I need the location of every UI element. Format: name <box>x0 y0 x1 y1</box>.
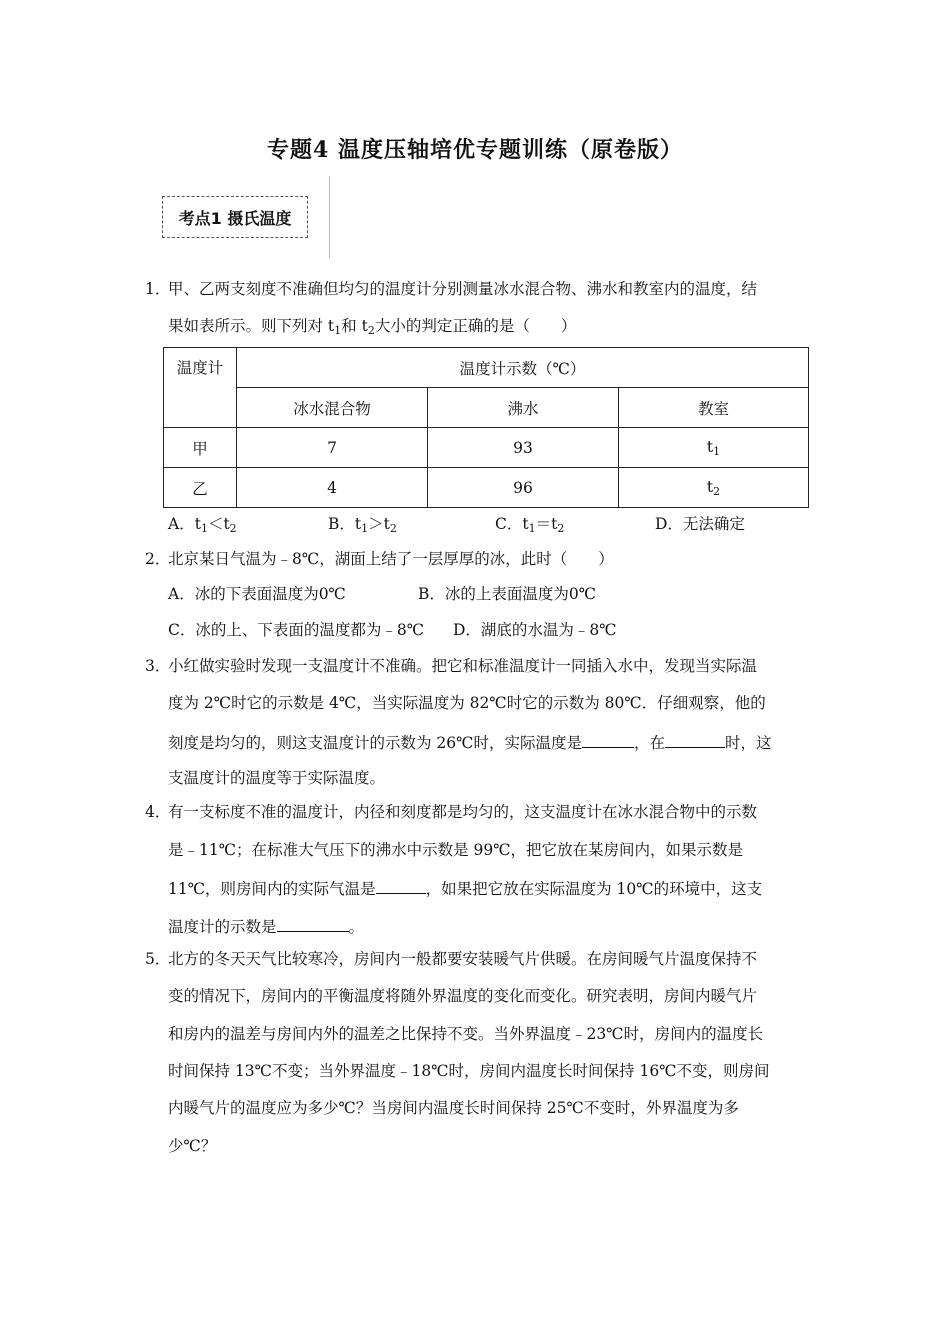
table-subhead-room: 教室 <box>619 388 809 428</box>
table-cell: 96 <box>428 468 619 508</box>
q3-line4: 支温度计的温度等于实际温度。 <box>168 769 386 787</box>
q1-number: 1． <box>145 280 171 298</box>
q1-option-b: B．$t_1>t_2$ <box>328 515 397 535</box>
table-subhead-boil: 沸水 <box>428 388 619 428</box>
q1-option-d: D．无法确定 <box>655 515 745 533</box>
table-cell: 乙 <box>164 468 237 508</box>
q5-number: 5． <box>145 950 171 968</box>
q2-option-a: A．冰的下表面温度为0℃ <box>168 585 346 603</box>
page-title: 专题4 温度压轴培优专题训练（原卷版） <box>267 137 683 163</box>
table-subhead-ice: 冰水混合物 <box>237 388 428 428</box>
q5-line5: 内暖气片的温度应为多少℃？当房间内温度长时间保持 25℃不变时，外界温度为多 <box>168 1099 739 1117</box>
table-cell: $t_2$ <box>619 468 809 508</box>
table-row <box>164 428 809 468</box>
q4-line2: 是﹣11℃；在标准大气压下的沸水中示数是 99℃，把它放在某房间内，如果示数是 <box>168 841 744 859</box>
q1-line1: 甲、乙两支刻度不准确但均匀的温度计分别测量冰水混合物、沸水和教室内的温度，结 <box>168 280 758 298</box>
q2-number: 2． <box>145 550 171 568</box>
table-row <box>164 468 809 508</box>
table-cell: 7 <box>237 428 428 468</box>
q5-line3: 和房内的温差与房间内外的温差之比保持不变。当外界温度﹣23℃时，房间内的温度长 <box>168 1025 764 1043</box>
table-cell: 4 <box>237 468 428 508</box>
q3-line3: 刻度是均匀的，则这支温度计的示数为 26℃时，实际温度是 ，在 时，这 <box>168 731 772 753</box>
q1-option-a: A．$t_1<t_2$ <box>168 515 237 535</box>
q4-line1: 有一支标度不准的温度计，内径和刻度都是均匀的，这支温度计在冰水混合物中的示数 <box>168 803 758 821</box>
q5-line6: 少℃？ <box>168 1137 217 1155</box>
answer-blank[interactable] <box>665 731 725 748</box>
table-head-reading: 温度计示数（℃） <box>237 348 809 388</box>
section-label <box>162 196 308 238</box>
q1-line2: 果如表所示。则下列对 $t_1$和 $t_2$大小的判定正确的是（ ） <box>168 317 577 337</box>
table-head-thermometer: 温度计 <box>164 348 237 428</box>
answer-blank[interactable] <box>376 877 426 894</box>
q4-line4: 温度计的示数是 。 <box>168 915 364 937</box>
table-cell: $t_1$ <box>619 428 809 468</box>
answer-blank[interactable] <box>582 731 634 748</box>
section-text: 考点1 摄氏温度 <box>178 208 292 228</box>
q5-line4: 时间保持 13℃不变；当外界温度﹣18℃时，房间内温度长时间保持 16℃不变，则房间 <box>168 1062 770 1080</box>
q2-option-b: B．冰的上表面温度为0℃ <box>418 585 597 603</box>
q3-number: 3． <box>145 657 171 675</box>
q4-number: 4． <box>145 803 171 821</box>
q3-line2: 度为 2℃时它的示数是 4℃，当实际温度为 82℃时它的示数为 80℃．仔细观察，他的 <box>168 694 766 712</box>
q1-option-c: C．$t_1=t_2$ <box>495 515 565 535</box>
q5-line1: 北方的冬天天气比较寒冷，房间内一般都要安装暖气片供暖。在房间暖气片温度保持不 <box>168 950 758 968</box>
answer-blank[interactable] <box>277 915 349 932</box>
q4-line3: 11℃，则房间内的实际气温是 ，如果把它放在实际温度为 10℃的环境中，这支 <box>168 877 762 899</box>
q3-line1: 小红做实验时发现一支温度计不准确。把它和标准温度计一同插入水中，发现当实际温 <box>168 657 758 675</box>
q2-stem: 北京某日气温为﹣8℃，湖面上结了一层厚厚的冰，此时（ ） <box>168 550 614 568</box>
q5-line2: 变的情况下，房间内的平衡温度将随外界温度的变化而变化。研究表明，房间内暖气片 <box>168 987 758 1005</box>
q1-table <box>163 347 809 508</box>
divider <box>329 176 330 258</box>
q2-option-d: D．湖底的水温为﹣8℃ <box>453 621 617 639</box>
table-cell: 93 <box>428 428 619 468</box>
table-cell: 甲 <box>164 428 237 468</box>
q2-option-c: C．冰的上、下表面的温度都为﹣8℃ <box>168 621 425 639</box>
